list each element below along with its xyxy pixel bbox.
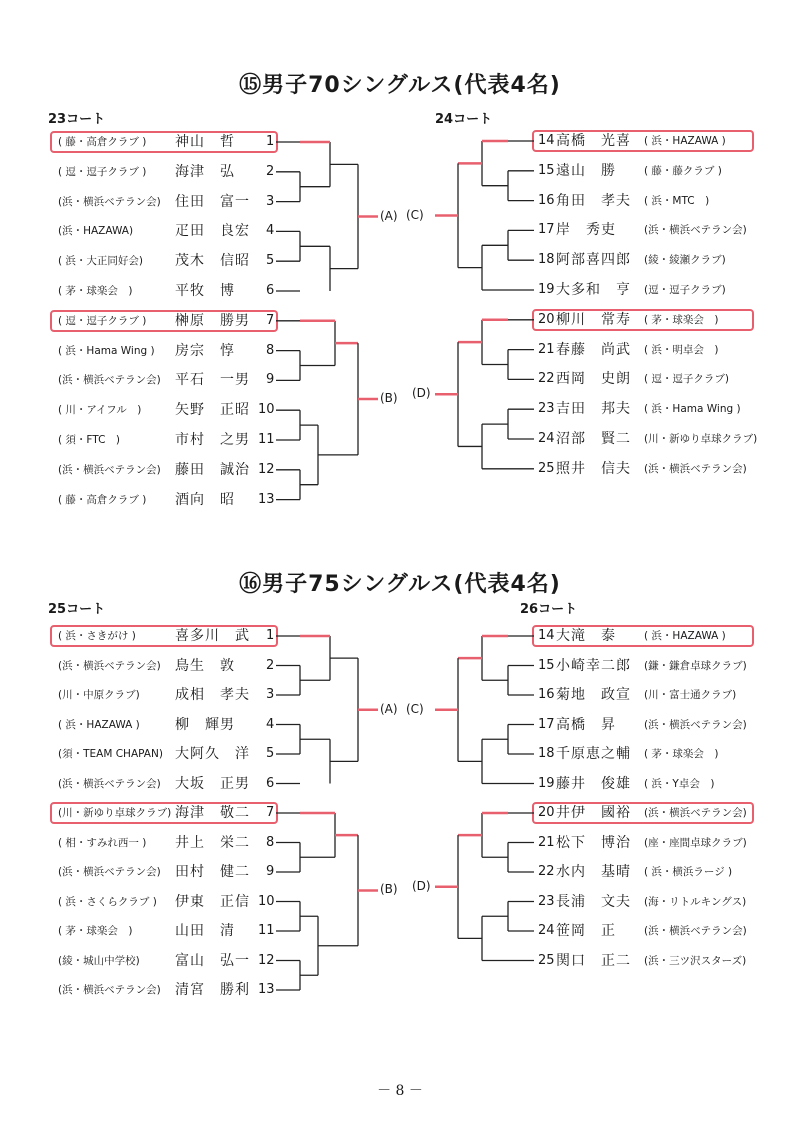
player-club: ( 浜・Y卓会 ) [644,777,715,790]
player-name: 神山 哲 [175,134,235,150]
player-name: 清宮 勝利 [175,982,250,998]
seed-number: 12 [258,461,275,477]
player-club: (川・中原クラブ) [58,689,140,701]
seed-number: 6 [266,283,275,298]
player-name: 小崎幸二郎 [556,657,631,674]
player-name: 笹岡 正 [556,923,616,939]
player-name: 平牧 博 [175,283,235,299]
player-name: 富山 弘一 [175,952,250,969]
player-club: ( 浜・横浜ラージ ) [644,866,733,878]
player-club: (浜・横浜ベテラン会) [58,866,161,878]
player-name: 柳川 常寿 [556,311,631,328]
seed-number: 10 [258,893,275,909]
player-club: ( 浜・明卓会 ) [644,343,719,356]
player-club: (座・座間卓球クラブ) [644,836,747,849]
player-name: 茂木 信昭 [175,253,250,270]
player-club: (川・新ゆり卓球クラブ) [644,433,758,445]
group-label-d: (D) [412,878,431,893]
player-name: 菊地 政宣 [556,687,631,703]
seed-number: 17 [538,222,555,238]
seed-number: 20 [538,805,555,820]
seed-number: 8 [266,342,275,358]
group-label-b: (B) [380,391,398,406]
seed-number: 2 [266,657,275,673]
player-club: ( 浜・HAZAWA ) [644,630,726,642]
seed-number: 25 [538,952,555,968]
seed-number: 23 [538,401,555,417]
seed-number: 7 [266,312,275,328]
seed-number: 14 [538,133,555,148]
player-name: 大多和 亨 [556,282,631,298]
player-club: (川・富士通クラブ) [644,689,737,701]
player-club: (浜・横浜ベテラン会) [58,374,161,387]
player-name: 大滝 泰 [556,628,616,644]
player-club: ( 浜・HAZAWA ) [644,135,726,147]
court-label: 24コート [435,112,493,127]
seed-number: 22 [538,864,555,879]
player-club: (浜・横浜ベテラン会) [644,925,747,937]
seed-number: 12 [258,952,275,968]
player-club: ( 茅・球楽会 ) [58,285,133,297]
player-club: (浜・三ツ沢スターズ) [644,954,747,967]
court-label: 25コート [48,602,106,617]
player-name: 矢野 正昭 [175,402,250,419]
seed-number: 9 [266,864,275,879]
player-club: ( 茅・球楽会 ) [58,925,133,937]
player-club: (綾・綾瀬クラブ) [644,254,726,267]
player-name: 遠山 勝 [556,162,616,179]
seed-number: 5 [266,253,275,269]
player-club: (浜・横浜ベテラン会) [644,224,747,237]
player-club: (浜・横浜ベテラン会) [644,807,747,819]
player-club: ( 逗・逗子クラブ ) [58,165,147,178]
seed-number: 14 [538,628,555,643]
seed-number: 17 [538,716,555,732]
seed-number: 8 [266,834,275,850]
player-club: ( 浜・HAZAWA ) [58,718,140,731]
seed-number: 13 [258,982,275,997]
seed-number: 10 [258,402,275,418]
section-title: ⑮男子70シングルス(代表4名) [239,73,561,98]
player-club: ( 相・すみれ西一 ) [58,836,147,849]
player-club: (海・リトルキングス) [644,895,747,908]
player-name: 田村 健二 [175,864,250,880]
seed-number: 16 [538,687,555,702]
player-name: 榊原 勝男 [175,312,250,329]
player-club: (浜・横浜ベテラン会) [644,462,747,475]
seed-number: 9 [266,372,275,388]
player-club: (綾・城山中学校) [58,954,140,967]
player-club: ( 浜・さくらクラブ ) [58,895,157,908]
player-name: 井上 栄二 [175,834,250,851]
player-club: ( 逗・逗子クラブ) [644,373,730,386]
player-name: 大坂 正男 [175,775,250,792]
player-club: (浜・横浜ベテラン会) [58,984,161,996]
player-club: ( 浜・Hama Wing ) [644,403,741,416]
player-club: (浜・HAZAWA) [58,225,134,238]
player-club: ( 浜・MTC ) [644,194,710,207]
player-name: 水内 基晴 [556,864,631,880]
seed-number: 18 [538,746,555,761]
seed-number: 4 [266,716,275,732]
court-label: 26コート [520,602,578,617]
player-club: (鎌・鎌倉卓球クラブ) [644,659,747,672]
seed-number: 19 [538,282,555,297]
seed-number: 16 [538,192,555,208]
seed-number: 21 [538,834,555,850]
player-name: 山田 清 [175,923,235,939]
section-title: ⑯男子75シングルス(代表4名) [239,572,561,597]
player-name: 酒向 昭 [175,491,235,508]
player-name: 藤田 誠治 [175,461,250,478]
seed-number: 18 [538,252,555,268]
player-club: ( 藤・高倉クラブ ) [58,136,147,148]
player-club: (須・TEAM CHAPAN) [58,748,163,760]
player-name: 藤井 俊雄 [556,775,631,792]
seed-number: 23 [538,893,555,909]
player-name: 平石 一男 [175,372,250,389]
player-name: 角田 孝夫 [556,192,631,209]
seed-number: 13 [258,491,275,507]
player-name: 岸 秀吏 [556,222,616,239]
player-club: ( 浜・さきがけ ) [58,630,136,642]
seed-number: 7 [266,805,275,820]
seed-number: 3 [266,687,275,702]
player-name: 吉田 邦夫 [556,401,631,418]
player-name: 長浦 文夫 [556,893,631,910]
player-club: ( 逗・逗子クラブ ) [58,314,147,327]
page-number: － 8 － [377,1083,423,1099]
player-name: 鳥生 敦 [175,657,235,674]
player-club: (浜・横浜ベテラン会) [58,195,161,208]
player-name: 阿部喜四郎 [556,252,631,269]
player-name: 高橋 光喜 [556,133,631,149]
court-label: 23コート [48,112,106,127]
player-name: 柳 輝男 [175,716,235,733]
player-name: 喜多川 武 [175,628,250,644]
seed-number: 4 [266,223,275,239]
player-name: 海津 弘 [175,163,235,180]
player-club: ( 茅・球楽会 ) [644,748,719,760]
player-club: (川・新ゆり卓球クラブ) [58,807,172,819]
player-club: ( 藤・高倉クラブ ) [58,493,147,506]
seed-number: 24 [538,431,555,446]
player-club: (浜・横浜ベテラン会) [58,659,161,672]
player-name: 住田 富一 [175,193,250,210]
player-club: (浜・横浜ベテラン会) [58,777,161,790]
seed-number: 1 [266,628,275,643]
player-club: ( 須・FTC ) [58,434,121,446]
group-label-c: (C) [406,701,424,716]
seed-number: 1 [266,134,275,149]
player-name: 高橋 昇 [556,716,616,733]
player-name: 市村 之男 [175,432,250,448]
seed-number: 24 [538,923,555,938]
seed-number: 19 [538,775,555,791]
group-label-b: (B) [380,882,398,897]
seed-number: 22 [538,371,555,387]
seed-number: 15 [538,162,555,178]
player-club: (浜・横浜ベテラン会) [58,463,161,476]
player-name: 海津 敬二 [175,805,250,821]
seed-number: 11 [258,432,275,447]
seed-number: 21 [538,341,555,357]
player-name: 沼部 賢二 [556,431,631,447]
group-label-d: (D) [412,386,431,401]
player-name: 西岡 史朗 [556,371,631,388]
seed-number: 2 [266,163,275,179]
player-club: ( 浜・大正同好会) [58,255,144,268]
seed-number: 5 [266,746,275,761]
seed-number: 11 [258,923,275,938]
player-club: (逗・逗子クラブ) [644,284,726,296]
player-name: 千原恵之輔 [556,746,631,762]
seed-number: 6 [266,775,275,791]
player-club: ( 茅・球楽会 ) [644,313,719,326]
seed-number: 15 [538,657,555,673]
player-club: ( 浜・Hama Wing ) [58,344,155,357]
group-label-a: (A) [380,208,398,223]
player-name: 大阿久 洋 [175,746,250,762]
seed-number: 20 [538,311,555,327]
player-name: 春藤 尚武 [556,341,631,358]
player-club: ( 川・アイフル ) [58,404,142,417]
player-name: 松下 博治 [556,834,631,851]
seed-number: 3 [266,193,275,209]
player-name: 疋田 良宏 [175,223,250,240]
group-label-c: (C) [406,207,424,222]
player-name: 伊東 正信 [175,893,250,910]
player-club: ( 藤・藤クラブ ) [644,164,722,177]
player-name: 房宗 惇 [175,342,235,359]
group-label-a: (A) [380,701,398,716]
player-name: 関口 正二 [556,952,631,969]
player-name: 成相 孝夫 [175,687,250,703]
player-club: (浜・横浜ベテラン会) [644,718,747,731]
seed-number: 25 [538,460,555,476]
player-name: 照井 信夫 [556,460,631,477]
player-name: 井伊 國裕 [556,805,631,821]
